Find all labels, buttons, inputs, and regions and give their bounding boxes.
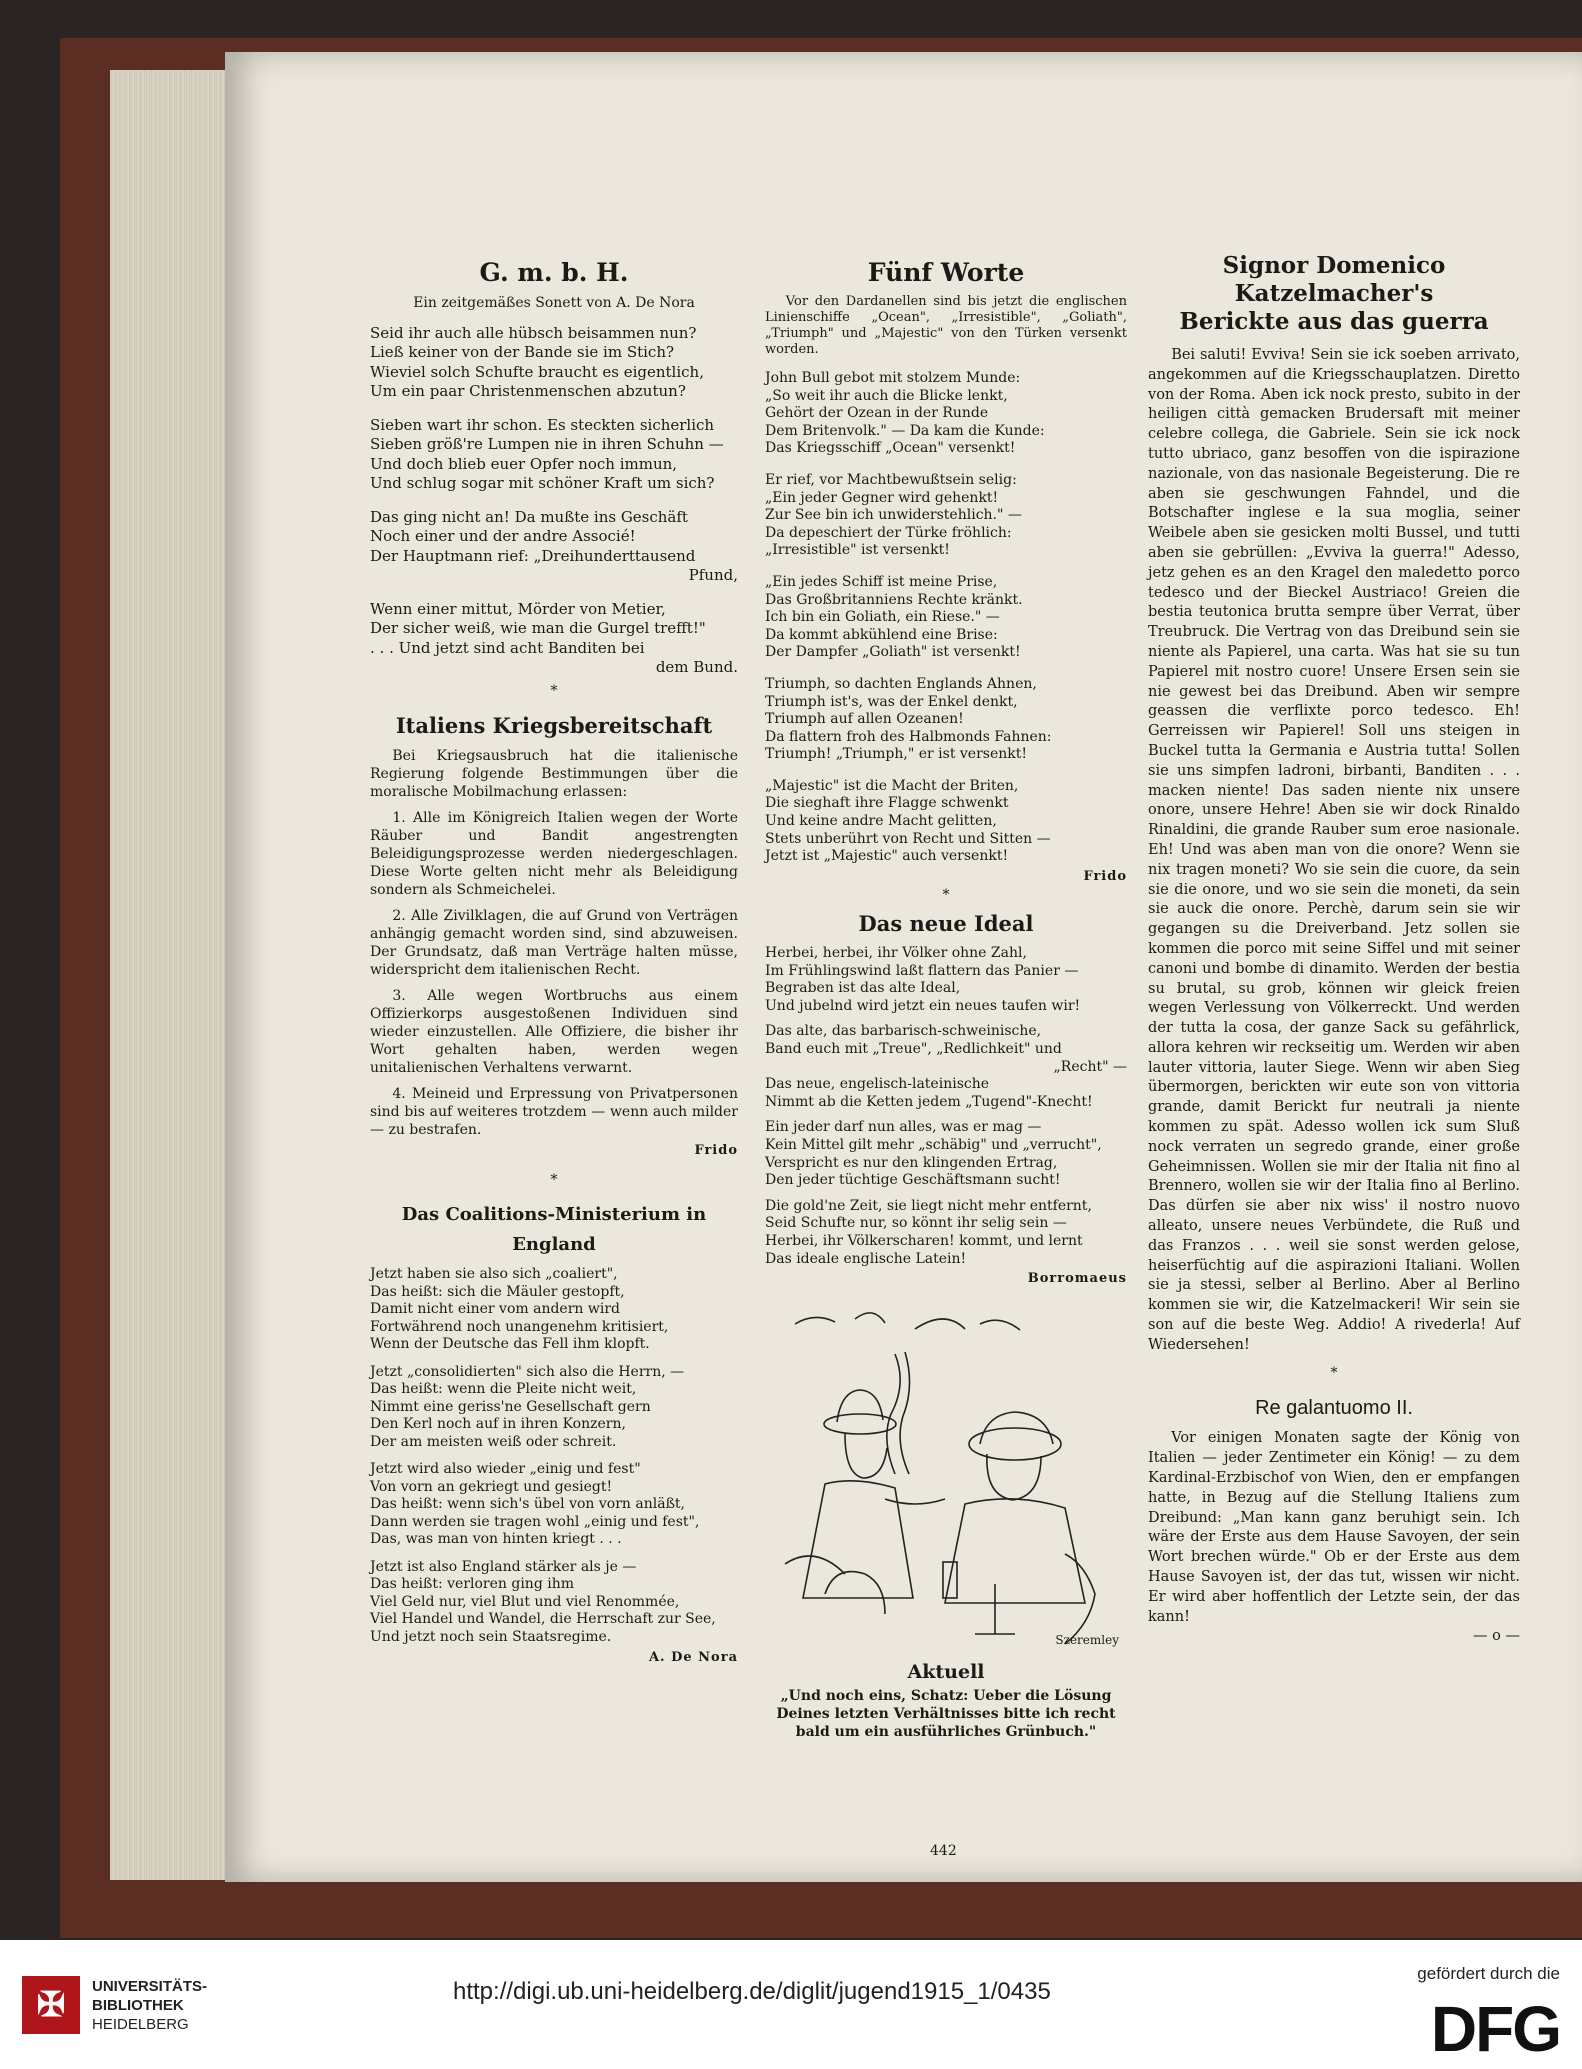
column-right: [1148, 252, 1520, 1647]
italy-paragraph: Bei Kriegsausbruch hat die italienische Regierung folgende Bestimmungen über die moralische Mobilmachung erlassen:: [370, 748, 738, 800]
library-name: [92, 1977, 207, 2034]
sonnet-bund: dem Bund.: [655, 658, 738, 676]
ideal-stanza: Herbei, herbei, ihr Völker ohne Zahl, Im Frühlingswind laßt flattern das Panier — Begraben ist das alte Ideal, Und jubelnd wird jetzt ein neues taufen wir!: [765, 945, 1081, 1014]
italy-paragraph: 3. Alle wegen Wortbruchs aus einem Offizierkorps ausgestoßenen Individuen sind wieder einzustellen. Alle Offiziere, die bisher ihr Wort gehalten haben, werden wegen unitalienischen Verhaltens verwarnt.: [370, 988, 738, 1076]
fuenf-intro: Vor den Dardanellen sind bis jetzt die englischen Linienschiffe „Ocean", „Irresistible", „Goliath", „Triumph" und „Majestic" von den Türken versenkt worden.: [765, 294, 1127, 357]
coalition-signature: A. De Nora: [648, 1650, 738, 1665]
library-line2: BIBLIOTHEK: [92, 1996, 184, 2014]
coalition-stanza: Jetzt wird also wieder „einig und fest" Von vorn an gekriegt und gesiegt! Das heißt: wenn sich's übel von vorn anläßt, Dann werden sie tragen wohl „einig und fest", Das, was man von hinten kriegt . . .: [370, 1461, 700, 1547]
re-title: Re galantuomo II.: [1255, 1397, 1413, 1420]
column-left: [370, 258, 738, 1678]
ideal-stanza: Ein jeder darf nun alles, was er mag — Kein Mittel gilt mehr „schäbig" und „verrucht", Verspricht es nur den klingenden Ertrag, Den jeder tüchtige Geschäftsmann sucht!: [765, 1119, 1102, 1189]
italy-title: Italiens Kriegsbereitschaft: [395, 713, 713, 738]
re-end: — o —: [1473, 1628, 1520, 1645]
footer-bar: [0, 1940, 1582, 2069]
sonnet-subtitle: Ein zeitgemäßes Sonett von A. De Nora: [413, 295, 695, 311]
cartoon-caption: „Und noch eins, Schatz: Ueber die Lösung Deines letzten Verhältnisses bitte ich recht bald um ein ausführliches Grünbuch.": [776, 1688, 1116, 1741]
library-logo[interactable]: [22, 1976, 207, 2034]
coalition-stanza: Jetzt „consolidierten" sich also die Herrn, — Das heißt: wenn die Pleite nicht weit, Nimmt eine geriss'ne Gesellschaft gern Den Kerl noch auf in ihren Konzern, Der am meisten weiß oder schreit.: [370, 1363, 685, 1450]
italy-signature: Frido: [694, 1143, 738, 1158]
fuenf-title: Fünf Worte: [867, 258, 1025, 287]
fuenf-stanza: Er rief, vor Machtbewußtsein selig: „Ein jeder Gegner wird gehenkt! Zur See bin ich unwiderstehlich." — Da depeschiert der Türke fröhlich: „Irresistible" ist versenkt!: [765, 471, 1022, 559]
fuenf-stanza: „Ein jedes Schiff ist meine Prise, Das Großbritanniens Rechte kränkt. Ich bin ein Goliath, ein Riese." — Da kommt abkühlend eine Brise: Der Dampfer „Goliath" ist versenkt!: [765, 573, 1023, 661]
ideal-stanza: Das neue, engelisch-lateinische Nimmt ab die Ketten jedem „Tugend"-Knecht!: [765, 1076, 1093, 1110]
cartoon-drawing: [765, 1294, 1125, 1654]
coalition-stanza: Jetzt haben sie also sich „coaliert", Das heißt: sich die Mäuler gestopft, Damit nicht einer vom andern wird Fortwährend noch unangenehm kritisiert, Wenn der Deutsche das Fell ihm klopft.: [370, 1266, 669, 1352]
sonnet-stanza: Das ging nicht an! Da mußte ins Geschäft Noch einer und der andre Associé! Der Hauptmann rief: „Dreihunderttausend: [370, 507, 696, 565]
re-body: Vor einigen Monaten sagte der König von Italien — jeder Zentimeter ein König! — zu dem Kardinal-Erzbischof von Wien, den er empfangen hatte, in Bezug auf die Stellung Italiens zum Dreibund: „Man kann ganz beruhigt sein. Ich wäre der Erste aus dem Hause Savoyen, der sein Wort brechen würde." Ob er der Erste aus dem Hause Savoyen ist, der das tut, wissen wir nicht. Er wird aber hoffentlich der Letzte sein, der das kann!: [1148, 1430, 1520, 1625]
library-line3: HEIDELBERG: [92, 2015, 189, 2033]
column-middle: [765, 258, 1127, 1741]
library-seal-icon: ✠: [22, 1976, 80, 2034]
document-url-link[interactable]: http://digi.ub.uni-heidelberg.de/diglit/jugend1915_1/0435: [453, 1978, 1051, 2005]
fuenf-signature: Frido: [1083, 868, 1127, 884]
ideal-recht: „Recht" —: [1053, 1058, 1127, 1075]
cartoon-illustration: [765, 1294, 1125, 1654]
ideal-title: Das neue Ideal: [858, 911, 1034, 937]
italy-paragraph: 1. Alle im Königreich Italien wegen der Worte Räuber und Bandit angestrengten Beleidigungsprozesse werden niedergeschlagen. Diese Worte gelten nicht mehr als Beleidigung sondern als Schmeichelei.: [370, 810, 738, 898]
sonnet-stanza: Wenn einer mittut, Mörder von Metier, Der sicher weiß, wie man die Gurgel trefft!" . . . Und jetzt sind acht Banditen bei: [370, 599, 706, 657]
coalition-stanza: Jetzt ist also England stärker als je — Das heißt: verloren ging ihm Viel Geld nur, viel Blut und viel Renommée, Viel Handel und Wandel, die Herrschaft zur See, Und jetzt noch sein Staatsregime.: [370, 1558, 716, 1645]
funded-by-label: gefördert durch die: [1417, 1964, 1560, 1983]
katzel-body: Bei saluti! Evviva! Sein sie ick soeben arrivato, angekommen auf die Kriegsschauplatzen. Diretto von der Roma. Aben ick nock presto, subito in der heiligen città gemacken Brudersaft mit meiner celebre collega, die Gabriele. Sein sie ick nock tutto ubriaco, ganz besoffen von die ispirazione nazionale, von das nasionale Begeisterung. Die re aben sie geschwungen Fahndel, und die Botschafter inglese e la sua moglia, seiner Weibele aben sie gesicken molti Bussel, und tutti aben sie gebrüllen: „Evviva la guerra!" Adesso, jetz gehen es an den Kragel den maledetto porco tedesco und der Bieckel Austriaco! Greien die bestia teutonica brutta sempre über Verrat, über Treubruck. Die Vertrag von das Dreibund sein sie niente als Papierel, una carta. Was hat sie su tun Papierel mit nostro cuore! Unsere Ersen sein sie nie gewest bei das Dreibund. Aben wir sempre geassen die verflixte porco tedesco. Eh! Gerreissen wir Papierel! Soll uns steigen in Buckel tutta la Germania e Austria tutta! Sollen sie uns simpfen ladroni, birbanti, Banditen . . . macken niente! Das saden niente nix unsere onore, unsere Hehre! Aben sie wir dock Rinaldo Rinaldini, die grande Rauber sum eroe nasionale. Eh! Und was aben man von die onore? Wenn sie nix tragen moneti? Wo sie sein die cuore, da sein sie die onore, und wo sie sein die moneti, da sein sie auck die onore. Perchè, darum sein sie wir gegangen su die Dreiverband. Jetz sollen sie kommen die porco mit seine Siffel und mit seiner canoni und bombe di dinamito. Werden der bestia su brutal, su grob, können wir gleick freien wegen Verlessung von Völkerreckt. Und werden der tutta la cosa, der ganze Sack su gefährlick, allora kehren wir reckseitig um. Werden wir aben lauter vittoria, lauter Siege. Wenn wir aben Sieg übermorgen, berickten wir eute son von vittoria grande, damit Berickt fur neutrali ja niente kommen zu spät. Adesso wollen ick sum Sluß nock verraten un segredo grande, einer große Geheimnissen. Wollen sie mir der Italia nit fino al Brennero, wollen sie wir der Italia fino al Berlino. Das dürfen sie aber nix wiss' il nostro nuovo alleato, unsere neues Verbündete, die Ruß und das Franzos . . . weil sie sonst werden gelose, heiserfüchtig auf die aspirazioni Italiani. Wollen sie ja stessi, selber al Berlino. Aber al Berlino kommen sie wir, die Katzelmackeri! Wir sein sie son auf die beste Weg. Addio! A rivederla! Auf Wiedersehen!: [1148, 347, 1520, 1353]
ideal-signature: Borromaeus: [1027, 1271, 1127, 1287]
page-number: 442: [930, 1843, 957, 1859]
fuenf-stanza: John Bull gebot mit stolzem Munde: „So weit ihr auch die Blicke lenkt, Gehört der Ozean in der Runde Dem Britenvolk." — Da kam die Kunde: Das Kriegsschiff „Ocean" versenkt!: [765, 370, 1045, 457]
ideal-stanza: Das alte, das barbarisch-schweinische, Band euch mit „Treue", „Redlichkeit" und: [765, 1023, 1062, 1057]
ideal-stanza: Die gold'ne Zeit, sie liegt nicht mehr entfernt, Seid Schufte nur, so könnt ihr selig sein — Herbei, ihr Völkerscharen! kommt, und lernt Das ideale englische Latein!: [765, 1197, 1092, 1267]
separator-star: *: [1330, 1364, 1338, 1381]
sonnet-pfund: Pfund,: [688, 566, 738, 584]
fuenf-stanza: „Majestic" ist die Macht der Briten, Die sieghaft ihre Flagge schwenkt Und keine andre Macht gelitten, Stets unberührt von Recht und Sitten — Jetzt ist „Majestic" auch versenkt!: [765, 777, 1051, 865]
sonnet-stanza: Seid ihr auch alle hübsch beisammen nun? Ließ keiner von der Bande sie im Stich? Wieviel solch Schufte braucht es eigentlich, Um ein paar Christenmenschen abzutun?: [370, 323, 704, 400]
katzel-title-line1: Signor Domenico Katzelmacher's: [1222, 252, 1446, 307]
italy-paragraph: 2. Alle Zivilklagen, die auf Grund von Verträgen anhängig gemacht worden sind, sind abzuweisen. Der Grundsatz, daß man Verträge halten müsse, widerspricht dem italienischen Recht.: [370, 908, 738, 978]
library-line1: UNIVERSITÄTS-: [92, 1977, 208, 1995]
sonnet-stanza: Sieben wart ihr schon. Es steckten sicherlich Sieben größ're Lumpen nie in ihren Schuhn — Und doch blieb euer Opfer noch immun, Und schlug sogar mit schöner Kraft um sich?: [370, 415, 724, 492]
separator-star: *: [942, 887, 950, 904]
katzel-title-line2: Berickte aus das guerra: [1179, 308, 1489, 335]
cartoon-credit: Szeremley: [1055, 1633, 1119, 1648]
coalition-title: Das Coalitions-Ministerium in England: [401, 1204, 707, 1255]
fuenf-stanza: Triumph, so dachten Englands Ahnen, Triumph ist's, was der Enkel denkt, Triumph auf allen Ozeanen! Da flattern froh des Halbmonds Fahnen: Triumph! „Triumph," er ist versenkt!: [765, 675, 1052, 763]
separator-star: *: [550, 682, 558, 699]
italy-paragraph: 4. Meineid und Erpressung von Privatpersonen sind bis auf weiteres trotzdem — wenn auch milder — zu bestrafen.: [370, 1086, 738, 1138]
separator-star: *: [550, 1171, 558, 1188]
dfg-logo[interactable]: DFG: [1430, 1993, 1560, 2065]
cartoon-title: Aktuell: [907, 1660, 985, 1683]
sonnet-title: G. m. b. H.: [479, 258, 629, 287]
